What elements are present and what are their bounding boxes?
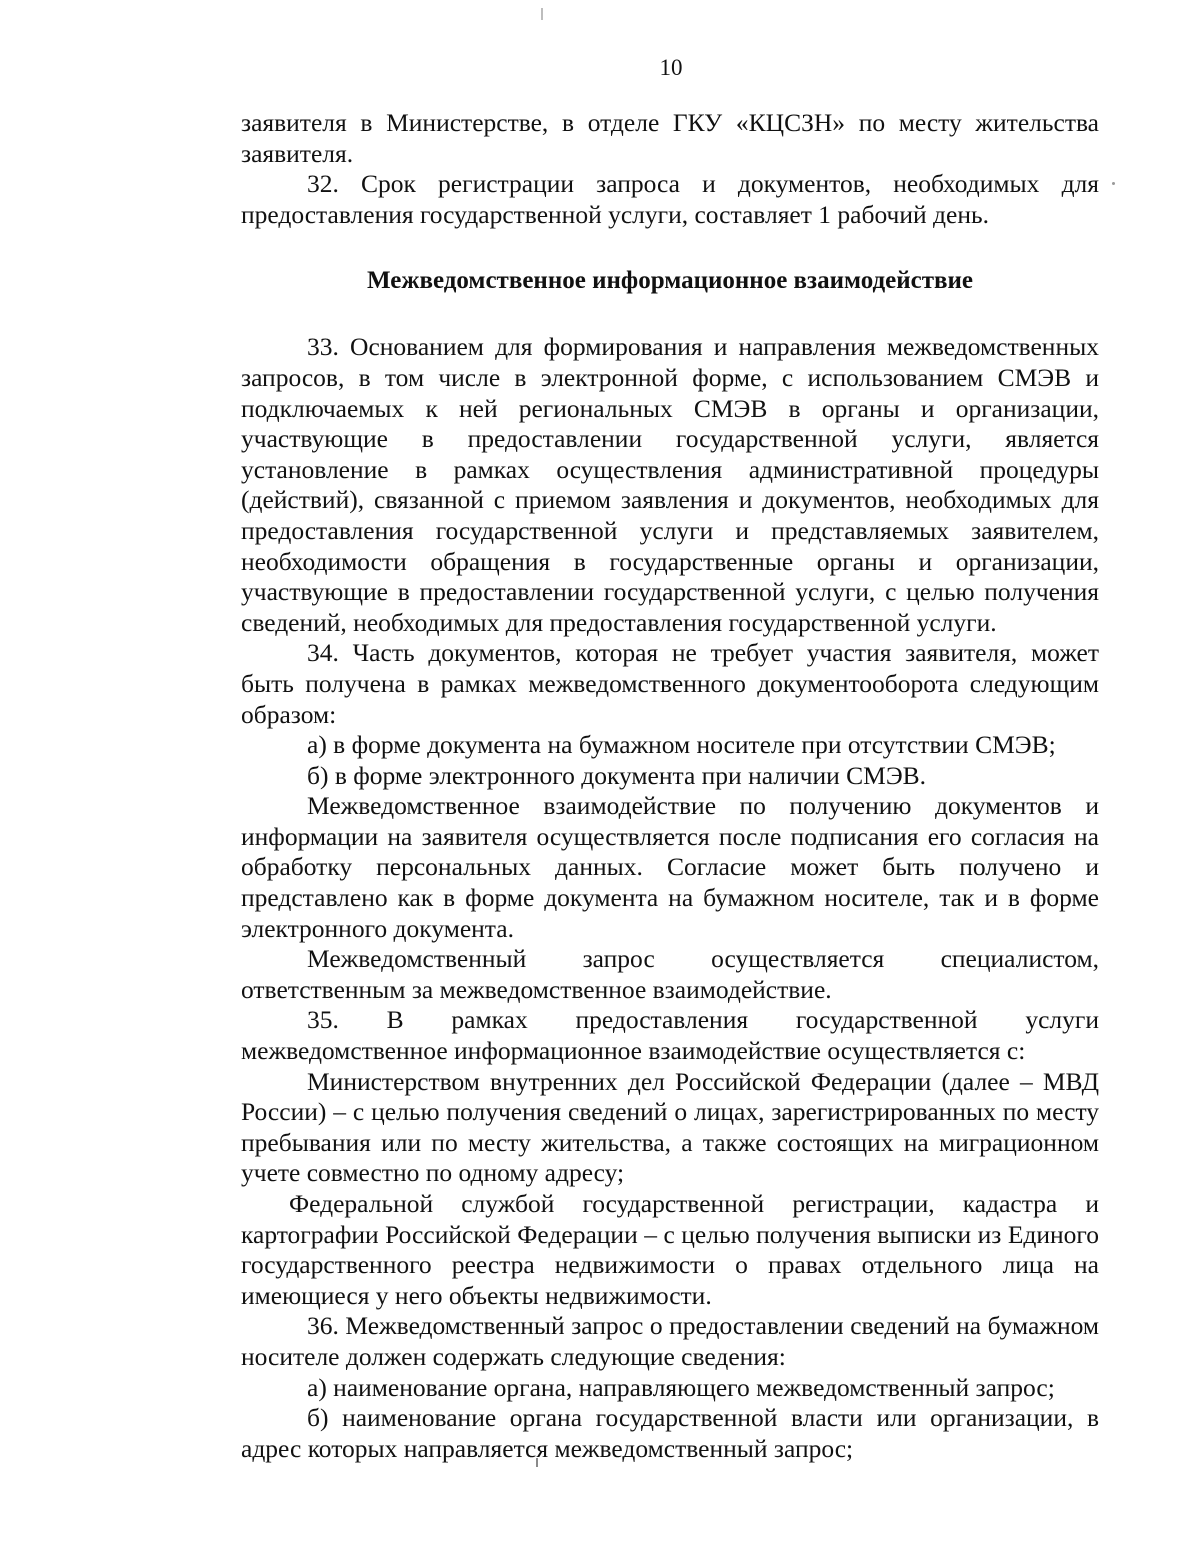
paragraph-34: 34. Часть документов, которая не требует участия заявителя, может быть получена в рамках межведомственного документооборота следующим образом: [241, 638, 1099, 729]
paragraph-36: 36. Межведомственный запрос о предоставлении сведений на бумажном носителе должен содержать следующие сведения: [241, 1311, 1099, 1371]
paragraph: заявителя в Министерстве, в отделе ГКУ «КЦСЗН» по месту жительства заявителя. [241, 108, 1099, 168]
paragraph-32: 32. Срок регистрации запроса и документов, необходимых для предоставления государственной услуги, составляет 1 рабочий день. [241, 169, 1099, 229]
paragraph-35: 35. В рамках предоставления государственной услуги межведомственное информационное взаимодействие осуществляется с: [241, 1005, 1099, 1066]
section-heading: Межведомственное информационное взаимодействие [367, 267, 973, 295]
paragraph-33: 33. Основанием для формирования и направления межведомственных запросов, в том числе в электронной форме, с использованием СМЭВ и подключаемых к ней региональных СМЭВ в органы и организации, участвующие в предоставлении государственной услуги, является установление в рамках осуществления административной процедуры (действий), связанной с приемом заявления и документов, необходимых для предоставления государственной услуги и представляемых заявителем, необходимости обращения в государственные органы и организации, участвующие в предоставлении государственной услуги, с целью получения сведений, необходимых для предоставления государственной услуги. [241, 332, 1099, 637]
list-item-a: а) в форме документа на бумажном носителе при отсутствии СМЭВ; [307, 730, 1056, 760]
list-item-36-a: а) наименование органа, направляющего межведомственный запрос; [307, 1372, 1055, 1402]
list-item-b: б) в форме электронного документа при наличии СМЭВ. [307, 760, 927, 790]
document-body [241, 108, 1099, 1464]
scan-artifact-right [1112, 182, 1115, 185]
list-item-36-b: б) наименование органа государственной власти или организации, в адрес которых направляется межведомственный запрос; [241, 1403, 1099, 1463]
paragraph-mvd: Министерством внутренних дел Российской Федерации (далее – МВД России) – с целью получения сведений о лицах, зарегистрированных по месту пребывания или по месту жительства, а также состоящих на миграционном учете совместно по одному адресу; [241, 1066, 1099, 1188]
page-number: 10 [659, 55, 683, 80]
paragraph-request-specialist: Межведомственный запрос осуществляется специалистом, ответственным за межведомственное взаимодействие. [241, 944, 1099, 1004]
paragraph-consent: Межведомственное взаимодействие по получению документов и информации на заявителя осуществляется после подписания его согласия на обработку персональных данных. Согласие может быть получено и представлено как в форме документа на бумажном носителе, так и в форме электронного документа. [241, 791, 1099, 943]
paragraph-rosreestr: Федеральной службой государственной регистрации, кадастра и картографии Российской Федерации – с целью получения выписки из Единого государственного реестра недвижимости о правах отдельного лица на имеющиеся у него объекты недвижимости. [241, 1189, 1099, 1310]
scan-artifact-top [541, 8, 543, 20]
